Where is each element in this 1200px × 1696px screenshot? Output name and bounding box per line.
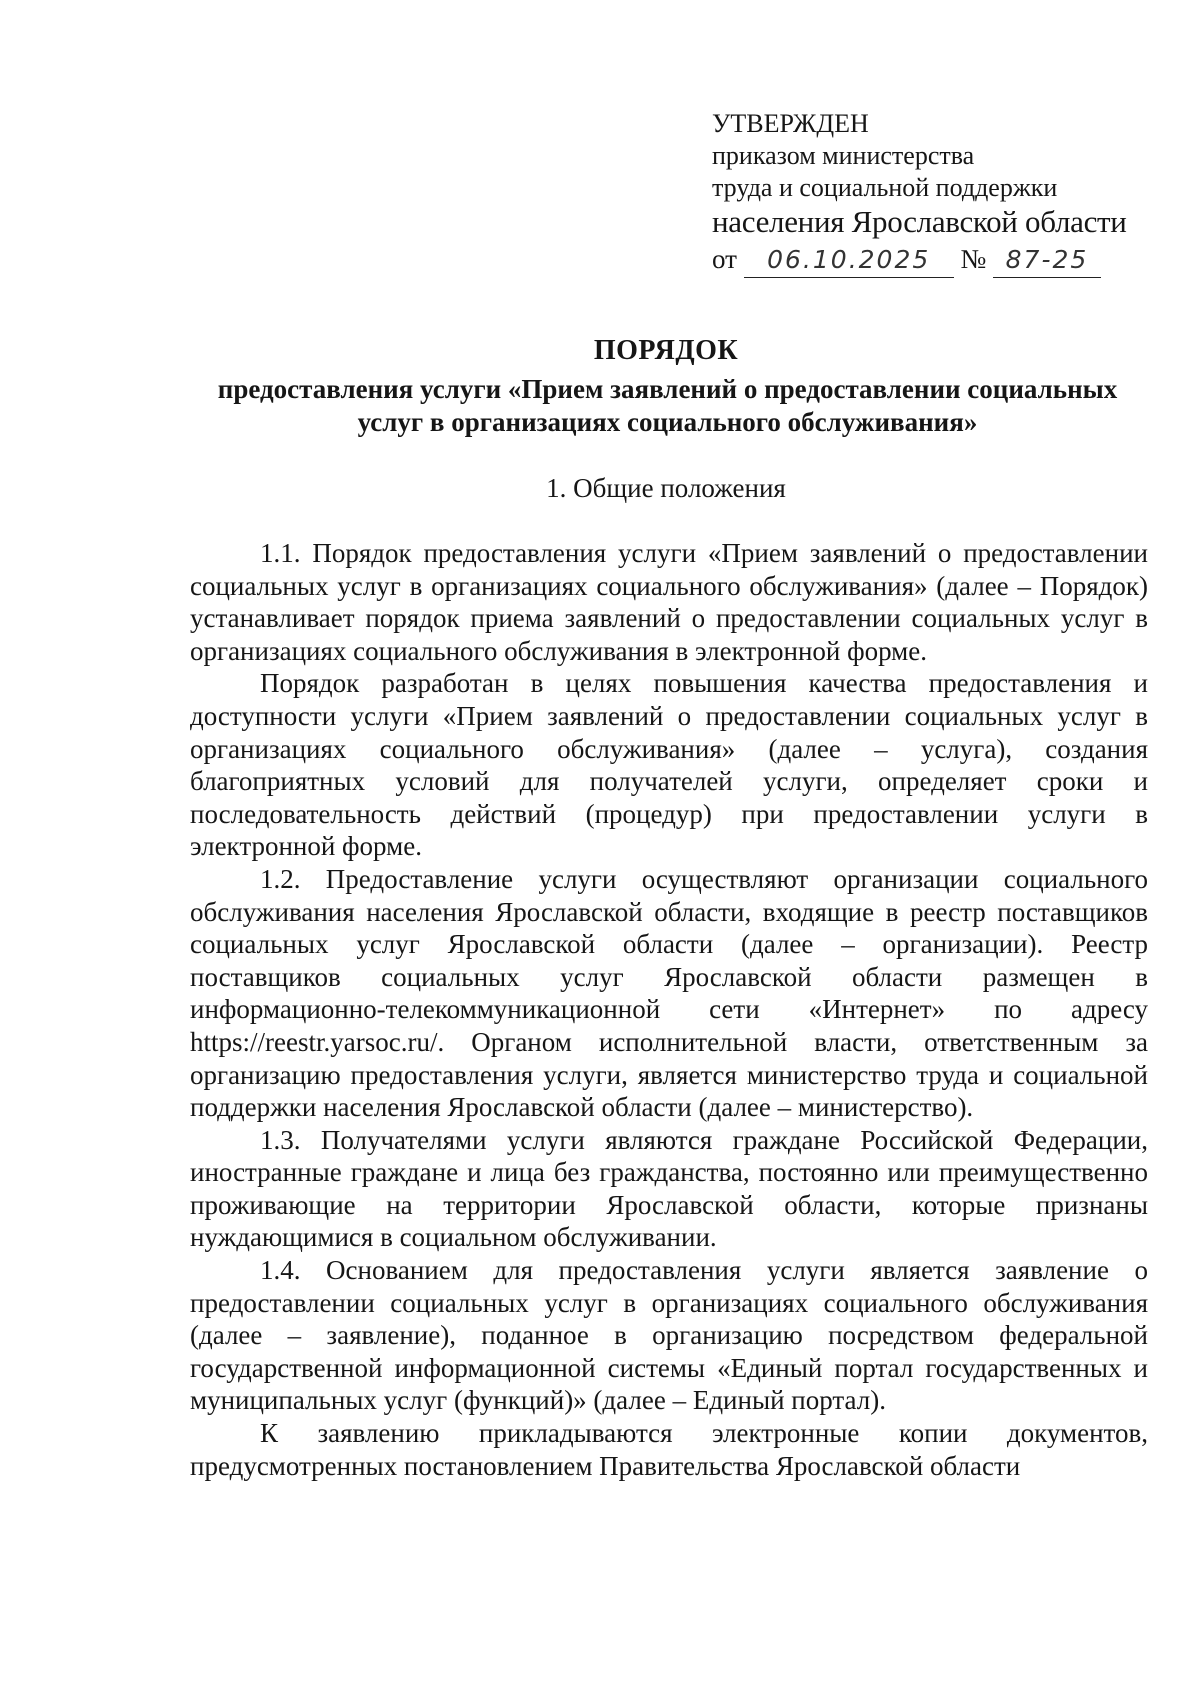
- approval-line: приказом министерства: [712, 141, 975, 170]
- approval-line: труда и социальной поддержки: [712, 173, 1058, 202]
- date-prefix: от: [712, 244, 737, 274]
- approval-title: УТВЕРЖДЕН: [712, 109, 869, 138]
- document-subtitle: предоставления услуги «Прием заявлений о предоставлении социальных услуг в организациях социального обслуживания»: [217, 374, 1118, 437]
- paragraph: 1.2. Предоставление услуги осуществляют организации социального обслуживания населения Ярославской области, входящие в реестр поставщиков социальных услуг Ярославской области (далее – организации). Реестр поставщиков социальных услуг Ярославской области размещен в информационно-телекоммуникационной сети «Интернет» по адресу https://reestr.yarsoc.ru/. Органом исполнительной власти, ответственным за организацию предоставления услуги, является министерство труда и социальной поддержки населения Ярославской области (далее – министерство).: [190, 863, 1148, 1123]
- approval-date-line: [712, 242, 1132, 278]
- section-heading: 1. Общие положения: [546, 473, 786, 503]
- handwritten-date: 06.10.2025: [744, 243, 954, 278]
- approval-block: [712, 108, 1132, 278]
- paragraph: 1.1. Порядок предоставления услуги «Прием заявлений о предоставлении социальных услуг в организациях социального обслуживания» (далее – Порядок) устанавливает порядок приема заявлений о предоставлении социальных услуг в организациях социального обслуживания в электронной форме.: [190, 538, 1148, 666]
- paragraph: Порядок разработан в целях повышения качества предоставления и доступности услуги «Прием заявлений о предоставлении социальных услуг в организациях социального обслуживания» (далее – услуга), создания благоприятных условий для получателей услуги, определяет сроки и последовательность действий (процедур) при предоставлении услуги в электронной форме.: [190, 668, 1148, 862]
- paragraph: 1.4. Основанием для предоставления услуги является заявление о предоставлении социальных услуг в организациях социального обслуживания (далее – заявление), поданное в организацию посредством федеральной государственной информационной системы «Единый портал государственных и муниципальных услуг (функций)» (далее – Единый портал).: [190, 1255, 1148, 1416]
- document-title: ПОРЯДОК: [593, 335, 739, 366]
- number-sign: №: [960, 244, 987, 274]
- document-body: [190, 537, 1148, 1482]
- handwritten-number: 87-25: [993, 243, 1101, 278]
- approval-line: населения Ярославской области: [712, 204, 1127, 239]
- paragraph: К заявлению прикладываются электронные копии документов, предусмотренных постановлением Правительства Ярославской области: [190, 1418, 1148, 1481]
- paragraph: 1.3. Получателями услуги являются граждане Российской Федерации, иностранные граждане и лица без гражданства, постоянно или преимущественно проживающие на территории Ярославской области, которые признаны нуждающимися в социальном обслуживании.: [190, 1124, 1148, 1253]
